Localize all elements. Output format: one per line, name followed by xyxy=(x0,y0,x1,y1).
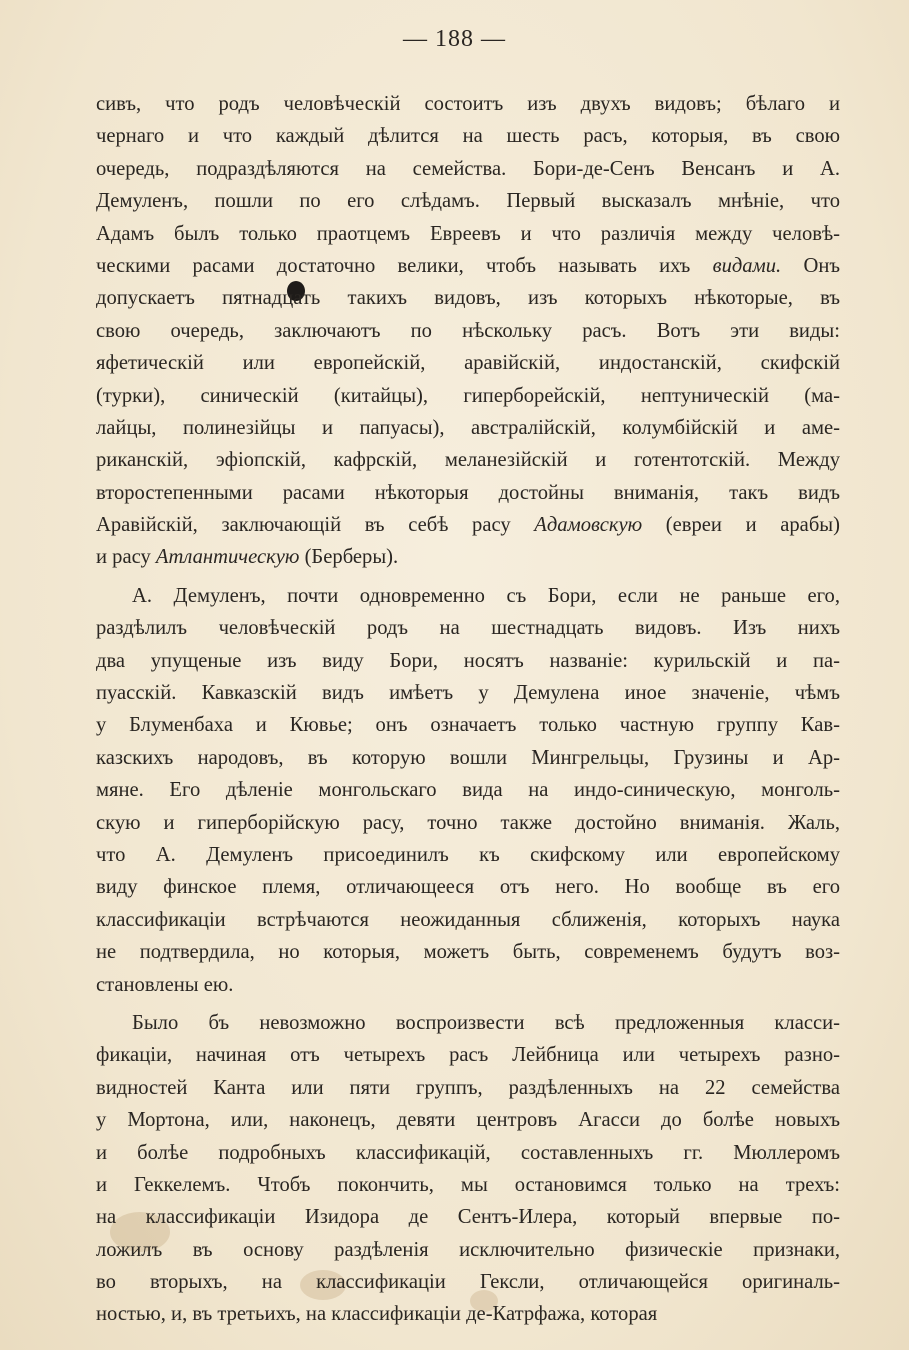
text-line: фикаціи, начиная отъ четырехъ расъ Лейбница или четырехъ разно- xyxy=(96,1044,840,1067)
text-line: становлены ею. xyxy=(96,973,234,996)
text-line xyxy=(96,509,840,541)
text-line: второстепенными расами нѣкоторыя достойны вниманія, такъ видъ xyxy=(96,481,840,504)
text-line: ностью, и, въ третьихъ, на классификаціи де-Катрфажа, которая xyxy=(96,1303,658,1326)
text-line: что А. Демуленъ присоединилъ къ скифскому или европейскому xyxy=(96,843,840,866)
text-line: очередь, подраздѣляются на семейства. Бори-де-Сенъ Венсанъ и А. xyxy=(96,157,840,180)
italic-term: Адамовскую xyxy=(534,514,643,537)
text-line: Адамъ былъ только праотцемъ Евреевъ и что различія между человѣ- xyxy=(96,222,840,245)
text-line: яфетическій или европейскій, аравійскій, индостанскій, скифскій xyxy=(96,352,840,375)
text-line: допускаетъ пятнадцать такихъ видовъ, изъ которыхъ нѣкоторые, въ xyxy=(96,287,840,310)
text-run: Онъ xyxy=(781,254,840,277)
text-line: не подтвердила, но которыя, можетъ быть, современемъ будутъ воз- xyxy=(96,941,840,964)
text-line: виду финское племя, отличающееся отъ него. Но вообще въ его xyxy=(96,876,840,899)
italic-term: видами. xyxy=(712,254,782,277)
text-line: свою очередь, заключаютъ по нѣскольку расъ. Вотъ эти виды: xyxy=(96,319,840,342)
text-line: Демуленъ, пошли по его слѣдамъ. Первый высказалъ мнѣніе, что xyxy=(96,190,840,213)
paragraph xyxy=(96,88,840,574)
text-line: (турки), синическій (китайцы), гиперборейскій, нептуническій (ма- xyxy=(96,384,840,407)
text-line: казскихъ народовъ, въ которую вошли Мингрельцы, Грузины и Ар- xyxy=(96,746,840,769)
page-number: — 188 — xyxy=(403,26,506,52)
text-line: во вторыхъ, на классификаціи Гексли, отличающейся оригиналь- xyxy=(96,1271,840,1294)
text-line: и Геккелемъ. Чтобъ покончить, мы остановимся только на трехъ: xyxy=(96,1173,840,1196)
text-line: мяне. Его дѣленіе монгольскаго вида на индо-синическую, монголь- xyxy=(96,779,840,802)
text-line: классификаціи встрѣчаются неожиданныя сближенія, которыхъ наука xyxy=(96,908,840,931)
text-line: у Блуменбаха и Кювье; онъ означаетъ только частную группу Кав- xyxy=(96,714,840,737)
text-line: у Мортона, или, наконецъ, девяти центровъ Агасси до болѣе новыхъ xyxy=(96,1109,840,1132)
text-line xyxy=(96,541,840,573)
text-run: Аравійскій, заключающій въ себѣ расу xyxy=(96,514,535,537)
text-line: видностей Канта или пяти группъ, раздѣленныхъ на 22 семейства xyxy=(96,1076,840,1099)
paragraph xyxy=(96,1007,840,1331)
text-run: и расу xyxy=(96,546,156,569)
text-line: Было бъ невозможно воспроизвести всѣ предложенныя класси- xyxy=(132,1011,840,1034)
text-run: (Берберы). xyxy=(299,546,399,569)
text-line: пуасскій. Кавказскій видъ имѣетъ у Демулена иное значеніе, чѣмъ xyxy=(96,682,840,705)
text-line: лайцы, полинезійцы и папуасы), австралійскій, колумбійскій и аме- xyxy=(96,416,840,439)
text-line: на классификаціи Изидора де Сентъ-Илера, который впервые по- xyxy=(96,1206,840,1229)
text-line: два упущеные изъ виду Бори, носятъ названіе: курильскій и па- xyxy=(96,649,840,672)
text-line: раздѣлилъ человѣческій родъ на шестнадцать видовъ. Изъ нихъ xyxy=(96,617,840,640)
text-line: скую и гиперборійскую расу, точно также достойно вниманія. Жаль, xyxy=(96,811,840,834)
text-line: сивъ, что родъ человѣческій состоитъ изъ двухъ видовъ; бѣлаго и xyxy=(96,93,840,115)
text-line xyxy=(96,250,840,282)
text-run: ческими расами достаточно велики, чтобъ называть ихъ xyxy=(96,254,713,277)
text-line: и болѣе подробныхъ классификацій, составленныхъ гг. Мюллеромъ xyxy=(96,1141,840,1164)
body-text xyxy=(96,88,840,1331)
text-line: ложилъ въ основу раздѣленія исключительно физическіе признаки, xyxy=(96,1238,840,1261)
text-line: А. Демуленъ, почти одновременно съ Бори, если не раньше его, xyxy=(132,584,840,607)
text-line: риканскій, эфіопскій, кафрскій, меланезійскій и готентотскій. Между xyxy=(96,449,840,472)
italic-term: Атлантическую xyxy=(155,546,300,569)
text-line: чернаго и что каждый дѣлится на шесть расъ, которыя, въ свою xyxy=(96,125,840,148)
paragraph xyxy=(96,580,840,1001)
text-run: (евреи и арабы) xyxy=(642,514,840,537)
